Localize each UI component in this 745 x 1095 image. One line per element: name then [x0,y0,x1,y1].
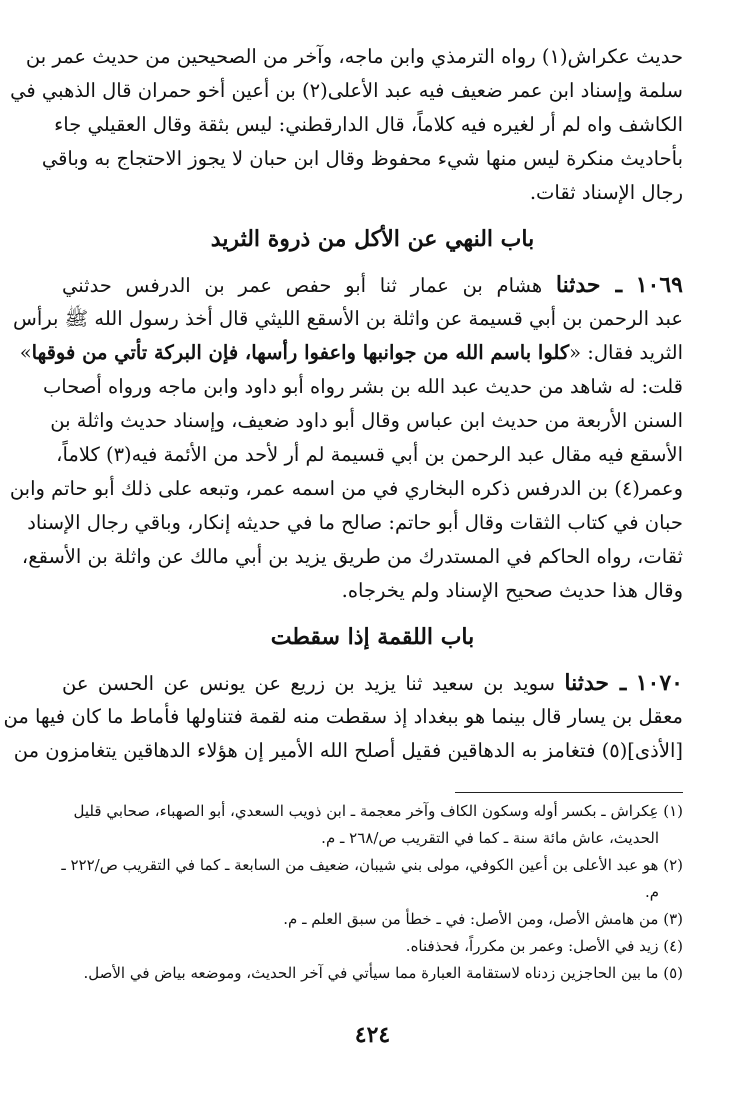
footnote-separator [455,792,683,793]
hadith-first-line [62,268,683,302]
hadith-1070 [3,666,683,768]
prophetic-text: كلوا باسم الله من جوانبها واعفوا رأسها، فإن البركة تأتي من فوقها [31,341,570,364]
intro-paragraph [10,40,683,210]
text-line: حديث عكراش(١) رواه الترمذي وابن ماجه، وآخر من الصحيحين من حديث عمر بن [25,45,683,68]
hadith-matn-line [19,336,683,370]
footnote: (٥) ما بين الحاجزين زدناه لاستقامة العبارة مما سيأتي في آخر الحديث، وموضعه بياض في الأصل. [83,964,683,982]
commentary-paragraph [9,370,683,608]
text-line: ثقات، رواه الحاكم في المستدرك من طريق يزيد بن أبي مالك عن واثلة بن الأسقع، [21,545,683,568]
main-text-block [3,40,683,768]
text-line: الأسقع فيه مقال عبد الرحمن بن أبي قسيمة لم أر لأحد من الأئمة فيه(٣) كلاماً، [56,443,683,466]
text-line: وعمر(٤) بن الدرفس ذكره البخاري في من اسمه عمر، وتبعه على ذلك أبو حاتم وابن [9,477,683,500]
hadith-continuation [3,700,683,768]
footnote-continuation: م. [644,883,659,901]
hadith-number: ١٠٧٠ [635,670,683,696]
text-line: رجال الإسناد ثقات. [529,181,683,204]
text-line: قلت: له شاهد من حديث عبد الله بن بشر رواه أبو داود وابن ماجه ورواه أصحاب [42,375,683,398]
chapter-heading-2: باب اللقمة إذا سقطت [270,624,475,650]
hadith-chain-start: هشام بن عمار ثنا أبو حفص عمر بن الدرفس حدثني [62,274,556,297]
text-line: حبان في كتاب الثقات وقال أبو حاتم: صالح ما في حديثه إنكار، وباقي رجال الإسناد [27,511,683,534]
hadith-first-line [62,666,683,700]
text-line: السنن الأربعة من حديث ابن عباس وقال أبو داود ضعيف، وإسناد حديث واثلة بن [50,409,683,432]
footnote: (٢) هو عبد الأعلى بن أعين الكوفي، مولى بني شيبان، ضعيف من السابعة ـ كما في التقريب ص/٢٢٢ ـ [61,856,683,874]
haddathana-label: ـ حدثنا [555,272,623,298]
hadith-1069 [9,268,683,608]
footnote: (٤) زيد في الأصل: وعمر بن مكرراً، فحذفناه. [405,937,683,955]
hadith-line: عبد الرحمن بن أبي قسيمة عن واثلة بن الأسقع الليثي قال أخذ رسول الله ﷺ برأس [13,307,683,330]
footnote: (٣) من هامش الأصل، ومن الأصل: في ـ خطأ من سبق العلم ـ م. [283,910,683,928]
text-line: وقال هذا حديث صحيح الإسناد ولم يخرجاه. [341,579,683,602]
page-number: ٤٢٤ [354,1022,391,1048]
hadith-chain-start: سويد بن سعيد ثنا يزيد بن زريع عن يونس عن الحسن عن [62,672,565,695]
matn-prefix: الثريد فقال: « [569,341,683,364]
text-line: [الأذى](٥) فتغامز به الدهاقين فقيل أصلح الله الأمير إن هؤلاء الدهاقين يتغامزون من [13,739,683,762]
matn-suffix: » [19,341,32,364]
hadith-number: ١٠٦٩ [635,272,683,298]
haddathana-label: ـ حدثنا [564,670,627,696]
text-line: معقل بن يسار قال بينما هو ببغداد إذ سقطت منه لقمة فتناولها فأماط ما كان فيها من [3,705,683,728]
footnote: (١) عِكراش ـ بكسر أوله وسكون الكاف وآخر معجمة ـ ابن ذويب السعدي، أبو الصهباء، صحابي قليل [73,802,683,820]
footnotes [62,798,683,987]
text-line: الكاشف واه لم أر لغيره فيه كلاماً، قال الدارقطني: ليس بثقة وقال العقيلي جاء [54,113,683,136]
chapter-heading-1: باب النهي عن الأكل من ذروة الثريد [210,226,535,252]
footnote-continuation: الحديث، عاش مائة سنة ـ كما في التقريب ص/٢٦٨ ـ م. [321,829,659,847]
text-line: بأحاديث منكرة ليس منها شيء محفوظ وقال ابن حبان لا يجوز الاحتجاج به وباقي [41,147,683,170]
text-line: سلمة وإسناد ابن عمر ضعيف فيه عبد الأعلى(٢) بن أعين أخو حمران قال الذهبي في [10,79,683,102]
